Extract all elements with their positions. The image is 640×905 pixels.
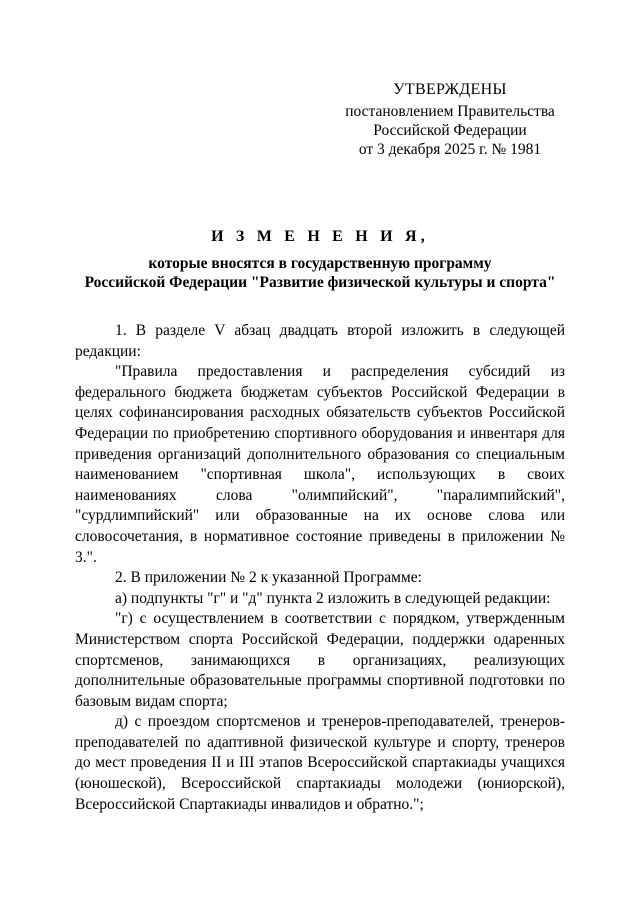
approval-line-2: Российской Федерации	[373, 122, 527, 139]
document-title: И З М Е Н Е Н И Я,	[211, 228, 429, 245]
document-subtitle-line-2: Российской Федерации "Развитие физической культуры и спорта"	[84, 274, 556, 291]
approval-line-3: от 3 декабря 2025 г. № 1981	[358, 141, 542, 158]
paragraph-item-1: 1. В разделе V абзац двадцать второй изложить в следующей редакции:	[75, 322, 565, 360]
approval-line-1: постановлением Правительства	[345, 103, 555, 120]
paragraph-item-2: 2. В приложении № 2 к указанной Программе:	[115, 569, 422, 587]
document-heading	[60, 228, 580, 292]
paragraph-subitem-a: а) подпункты "г" и "д" пункта 2 изложить в следующей редакции:	[115, 589, 551, 607]
paragraph-subitem-d: д) с проездом спортсменов и тренеров-преподавателей, тренеров-преподавателей по адаптивной физической культуре и спорту, тренеров до мест проведения II и III этапов Всероссийской спартакиады учащихся (юношеской), Всероссийской спартакиады молодежи (юниорской), Всероссийской Спартакиады инвалидов и обратно.";	[75, 713, 565, 813]
approval-title: УТВЕРЖДЕНЫ	[393, 81, 507, 98]
document-subtitle-line-1: которые вносятся в государственную программу	[148, 255, 492, 272]
paragraph-subitem-g: "г) с осуществлением в соответствии с порядком, утвержденным Министерством спорта Российской Федерации, поддержки одаренных спортсменов, занимающихся в организациях, реализующих дополнительные образовательные программы спортивной подготовки по базовым видам спорта;	[75, 610, 565, 710]
approval-stamp	[340, 80, 560, 159]
document-body	[75, 321, 565, 815]
paragraph-rules-text: "Правила предоставления и распределения субсидий из федерального бюджета бюджетам субъектов Российской Федерации в целях софинансирования расходных обязательств субъектов Российской Федерации по приобретению спортивного оборудования и инвентаря для приведения организаций дополнительного образования со специальным наименованием "спортивная школа", использующих в своих наименованиях слова "олимпийский", "паралимпийский", "сурдлимпийский" или образованные на их основе слова или словосочетания, в нормативное состояние приведены в приложении № 3.".	[75, 363, 565, 566]
